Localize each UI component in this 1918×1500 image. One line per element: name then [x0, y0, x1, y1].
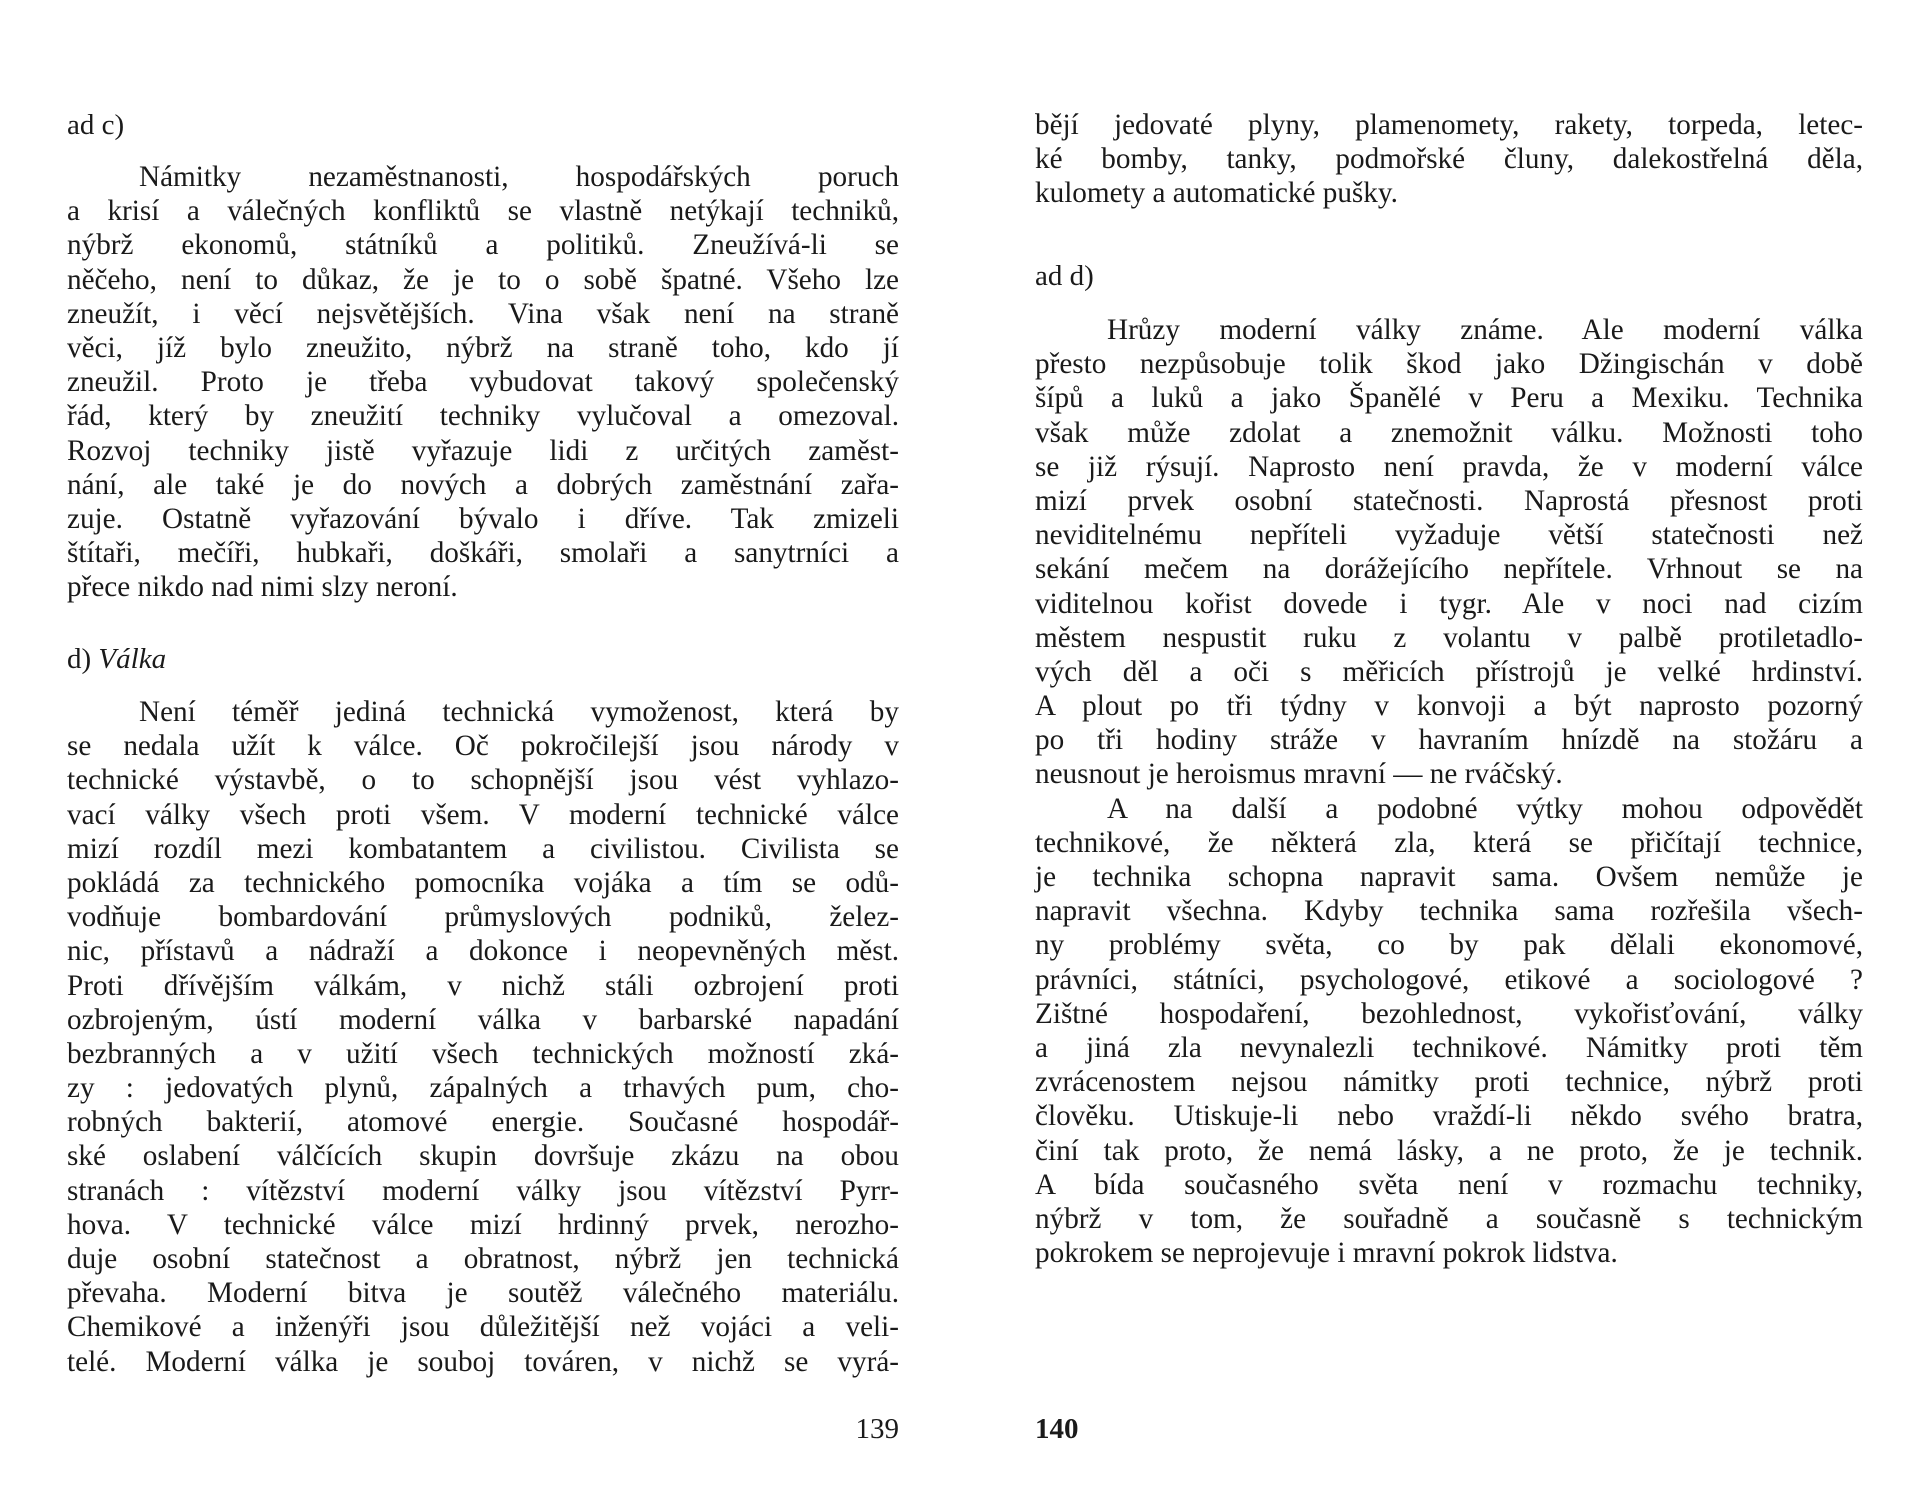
text-line: ny problémy světa, co by pak dělali ekonomové, [1035, 929, 1863, 962]
text-line: telé. Moderní válka je souboj továren, v nichž se vyrá- [67, 1345, 899, 1378]
text-line: právníci, státníci, psychologové, etikové a sociologové ? [1035, 963, 1863, 996]
text-line: Námitky nezaměstnanosti, hospodářských poruch [139, 161, 899, 193]
text-line: zuje. Ostatně vyřazování bývalo i dříve. Tak zmizeli [67, 502, 899, 535]
text-line: mizí rozdíl mezi kombatantem a civilistou. Civilista se [67, 832, 899, 865]
text-line: stranách : vítězství moderní války jsou vítězství Pyrr- [67, 1174, 899, 1207]
paragraph-ad-d [1035, 313, 1863, 1270]
text-line: bějí jedovaté plyny, plamenomety, rakety, torpeda, letec- [1035, 109, 1863, 141]
text-line: řád, který by zneužití techniky vylučoval a omezoval. [67, 400, 899, 433]
text-line: A na další a podobné výtky mohou odpovědět [1107, 792, 1863, 825]
text-line: se již rýsují. Naprosto není pravda, že v moderní válce [1035, 450, 1863, 483]
text-line: vodňuje bombardování průmyslových podniků, želez- [67, 901, 899, 934]
text-line: Rozvoj techniky jistě vyřazuje lidi z určitých zaměst- [67, 434, 899, 467]
text-line: a krisí a válečných konfliktů se vlastně netýkají techniků, [67, 195, 899, 228]
paragraph-ad-c [67, 160, 899, 604]
text-line: Proti dřívějším válkám, v nichž stáli ozbrojení proti [67, 969, 899, 1002]
heading-d-prefix: d) [67, 643, 92, 675]
text-line: Hrůzy moderní války známe. Ale moderní válka [1107, 314, 1863, 346]
text-line: po tři hodiny stráže v havraním hnízdě na stožáru a [1035, 724, 1863, 757]
text-line: nýbrž ekonomů, státníků a politiků. Zneužívá-li se [67, 229, 899, 262]
text-line: technické výstavbě, o to schopnější jsou vést vyhlazo- [67, 764, 899, 797]
text-line: městem nespustit ruku z volantu v palbě protiletadlo- [1035, 621, 1863, 654]
text-line: zy : jedovatých plynů, zápalných a trhavých pum, cho- [67, 1072, 899, 1105]
heading-d-valka [67, 642, 166, 676]
text-line: hova. V technické válce mizí hrdinný prvek, nerozho- [67, 1208, 899, 1241]
text-line: A bída současného světa není v rozmachu techniky, [1035, 1168, 1863, 1201]
text-line: člověku. Utiskuje-li nebo vraždí-li někdo svého bratra, [1035, 1100, 1863, 1133]
text-line: viditelnou kořist dovede i tygr. Ale v noci nad cizím [1035, 587, 1863, 620]
text-line: věci, jíž bylo zneužito, nýbrž na straně toho, kdo jí [67, 331, 899, 364]
text-line: přesto nezpůsobuje tolik škod jako Džingischán v době [1035, 348, 1863, 381]
text-line: nic, přístavů a nádraží a dokonce i neopevněných měst. [67, 935, 899, 968]
text-line: mizí prvek osobní statečnosti. Naprostá přesnost proti [1035, 484, 1863, 517]
text-line: Zištné hospodaření, bezohlednost, vykořisťování, války [1035, 997, 1863, 1030]
text-line: technikové, že některá zla, která se přičítají technice, [1035, 826, 1863, 859]
text-line: A plout po tři týdny v konvoji a být naprosto pozorný [1035, 690, 1863, 723]
text-line: přece nikdo nad nimi slzy neroní. [67, 571, 458, 604]
text-line: napravit všechna. Kdyby technika sama rozřešila všech- [1035, 895, 1863, 928]
text-line: neviditelnému nepříteli vyžaduje větší statečnosti než [1035, 519, 1863, 552]
text-line: Není téměř jediná technická vymoženost, která by [139, 696, 899, 728]
page-number: 139 [855, 1413, 899, 1445]
text-line: robných bakterií, atomové energie. Současné hospodář- [67, 1106, 899, 1139]
text-line: je technika schopna napravit sama. Ovšem nemůže je [1035, 861, 1863, 893]
text-line: se nedala užít k válce. Oč pokročilejší jsou národy v [67, 730, 899, 763]
text-line: zneužít, i věcí nejsvětějších. Vina však není na straně [67, 297, 899, 330]
text-line: pokládá za technického pomocníka vojáka a tím se odů- [67, 866, 899, 899]
text-line: zneužil. Proto je třeba vybudovat takový společenský [67, 366, 899, 399]
paragraph-continuation [1035, 108, 1863, 211]
text-line: vých děl a oči s měřicích přístrojů je velké hrdinství. [1035, 655, 1863, 688]
text-line: sekání mečem na dorážejícího nepřítele. Vrhnout se na [1035, 553, 1863, 586]
paragraph-d [67, 695, 899, 1379]
page-number: 140 [1035, 1413, 1079, 1445]
right-page [1035, 0, 1863, 1500]
text-line: bezbranných a v užití všech technických možností zká- [67, 1037, 899, 1070]
text-line: převaha. Moderní bitva je soutěž válečného materiálu. [67, 1277, 899, 1310]
text-line: nání, ale také je do nových a dobrých zaměstnání zařa- [67, 468, 899, 501]
text-line: ké bomby, tanky, podmořské čluny, dalekostřelná děla, [1035, 143, 1863, 176]
text-line: zvrácenostem nejsou námitky proti technice, nýbrž proti [1035, 1066, 1863, 1099]
text-line: vací války všech proti všem. V moderní technické válce [67, 798, 899, 831]
text-line: neusnout je heroismus mravní — ne rváčský. [1035, 758, 1563, 791]
heading-ad-d: ad d) [1035, 260, 1094, 292]
text-line: činí tak proto, že nemá lásky, a ne proto, že je technik. [1035, 1134, 1863, 1167]
text-line: štítaři, mečíři, hubkaři, doškáři, smolaři a sanytrníci a [67, 537, 899, 570]
text-line: duje osobní statečnost a obratnost, nýbrž jen technická [67, 1243, 899, 1275]
text-line: však může zdolat a znemožnit válku. Možnosti toho [1035, 416, 1863, 449]
text-line: něčeho, není to důkaz, že je to o sobě špatné. Všeho lze [67, 263, 899, 296]
left-page [67, 0, 899, 1500]
text-line: kulomety a automatické pušky. [1035, 177, 1398, 210]
text-line: a jiná zla nevynalezli technikové. Námitky proti těm [1035, 1031, 1863, 1064]
text-line: nýbrž v tom, že souřadně a současně s technickým [1035, 1202, 1863, 1235]
text-line: ozbrojeným, ústí moderní válka v barbarské napadání [67, 1003, 899, 1036]
text-line: Chemikové a inženýři jsou důležitější než vojáci a veli- [67, 1311, 899, 1344]
text-line: ské oslabení válčících skupin dovršuje zkázu na obou [67, 1140, 899, 1173]
text-line: pokrokem se neprojevuje i mravní pokrok lidstva. [1035, 1237, 1618, 1270]
heading-d-title: Válka [98, 643, 167, 675]
heading-ad-c: ad c) [67, 109, 125, 141]
text-line: šípů a luků a jako Španělé v Peru a Mexiku. Technika [1035, 382, 1863, 415]
